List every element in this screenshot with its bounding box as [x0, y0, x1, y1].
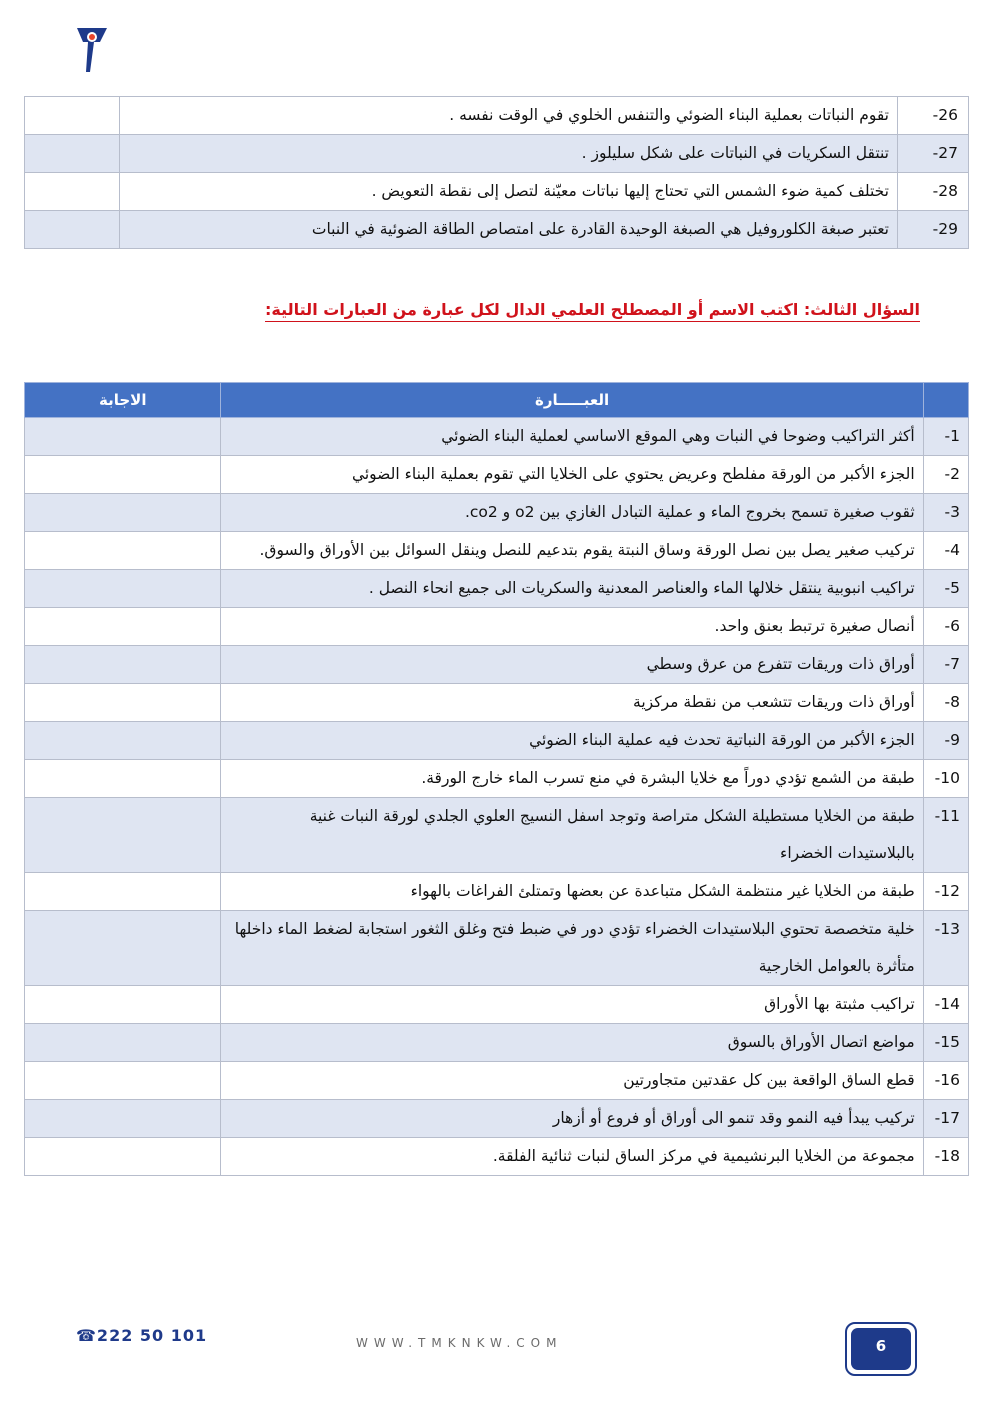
table-row	[25, 211, 969, 249]
header-statement: العبـــــارة	[221, 383, 923, 418]
row-statement: تركيب يبدأ فيه النمو وقد تنمو الى أوراق أو فروع أو أزهار	[221, 1100, 923, 1138]
table-row	[25, 97, 969, 135]
answer-cell[interactable]	[25, 873, 221, 911]
answer-cell[interactable]	[25, 1024, 221, 1062]
answer-cell[interactable]	[25, 722, 221, 760]
table-header-row	[25, 383, 969, 418]
answer-cell[interactable]	[25, 1138, 221, 1176]
table-row	[25, 986, 969, 1024]
row-number: 17-	[923, 1100, 968, 1138]
question-title: السؤال الثالث: اكتب الاسم أو المصطلح العلمي الدال لكل عبارة من العبارات التالية:	[265, 300, 920, 322]
row-statement: أنصال صغيرة ترتبط بعنق واحد.	[221, 608, 923, 646]
answer-cell[interactable]	[25, 418, 221, 456]
table-row	[25, 873, 969, 911]
answer-cell[interactable]	[25, 986, 221, 1024]
row-number: 3-	[923, 494, 968, 532]
row-statement: تراكيب انبوبية ينتقل خلالها الماء والعناصر المعدنية والسكريات الى جميع انحاء النصل .	[221, 570, 923, 608]
row-number: 8-	[923, 684, 968, 722]
row-number: 12-	[923, 873, 968, 911]
table-row	[25, 494, 969, 532]
answer-cell[interactable]	[25, 532, 221, 570]
row-number: 26-	[898, 97, 969, 135]
answer-cell[interactable]	[25, 173, 120, 211]
row-statement: خلية متخصصة تحتوي البلاستيدات الخضراء تؤدي دور في ضبط فتح وغلق الثغور استجابة لضغط الماء داخلها متأثرة بالعوامل الخارجية	[221, 911, 923, 986]
brand-logo	[74, 22, 110, 74]
terms-table	[24, 382, 969, 1176]
answer-cell[interactable]	[25, 97, 120, 135]
row-number: 16-	[923, 1062, 968, 1100]
table-row	[25, 1138, 969, 1176]
row-statement: تنتقل السكريات في النباتات على شكل سليلوز .	[120, 135, 898, 173]
row-statement: طبقة من الشمع تؤدي دوراً مع خلايا البشرة في منع تسرب الماء خارج الورقة.	[221, 760, 923, 798]
row-number: 9-	[923, 722, 968, 760]
row-statement: تراكيب مثبتة بها الأوراق	[221, 986, 923, 1024]
page-number-badge	[845, 1322, 917, 1376]
row-statement: الجزء الأكبر من الورقة مفلطح وعريض يحتوي على الخلايا التي تقوم بعملية البناء الضوئي	[221, 456, 923, 494]
table-row	[25, 418, 969, 456]
row-statement: تعتبر صبغة الكلوروفيل هي الصبغة الوحيدة القادرة على امتصاص الطاقة الضوئية في النبات	[120, 211, 898, 249]
row-statement: مجموعة من الخلايا البرنشيمية في مركز الساق لنبات ثنائية الفلقة.	[221, 1138, 923, 1176]
row-number: 1-	[923, 418, 968, 456]
table-row	[25, 646, 969, 684]
row-statement: طبقة من الخلايا مستطيلة الشكل متراصة وتوجد اسفل النسيج العلوي الجلدي لورقة النبات غنية بالبلاستيدات الخضراء	[221, 798, 923, 873]
row-number: 18-	[923, 1138, 968, 1176]
row-statement: أكثر التراكيب وضوحا في النبات وهي الموقع الاساسي لعملية البناء الضوئي	[221, 418, 923, 456]
table-row	[25, 135, 969, 173]
table-row	[25, 911, 969, 986]
header-number	[923, 383, 968, 418]
answer-cell[interactable]	[25, 684, 221, 722]
page-number: 6	[851, 1328, 911, 1370]
table-row	[25, 1024, 969, 1062]
answer-cell[interactable]	[25, 1100, 221, 1138]
row-statement: ثقوب صغيرة تسمح بخروج الماء و عملية التبادل الغازي بين o2 و co2.	[221, 494, 923, 532]
table-row	[25, 722, 969, 760]
row-number: 11-	[923, 798, 968, 873]
row-statement: قطع الساق الواقعة بين كل عقدتين متجاورتين	[221, 1062, 923, 1100]
row-number: 27-	[898, 135, 969, 173]
header-answer: الاجابة	[25, 383, 221, 418]
answer-cell[interactable]	[25, 135, 120, 173]
answer-cell[interactable]	[25, 798, 221, 873]
answer-cell[interactable]	[25, 760, 221, 798]
row-number: 4-	[923, 532, 968, 570]
row-number: 14-	[923, 986, 968, 1024]
answer-cell[interactable]	[25, 1062, 221, 1100]
row-statement: مواضع اتصال الأوراق بالسوق	[221, 1024, 923, 1062]
row-number: 10-	[923, 760, 968, 798]
answer-cell[interactable]	[25, 608, 221, 646]
row-number: 15-	[923, 1024, 968, 1062]
table-row	[25, 760, 969, 798]
table-row	[25, 608, 969, 646]
answer-cell[interactable]	[25, 494, 221, 532]
table-row	[25, 798, 969, 873]
row-statement: تقوم النباتات بعملية البناء الضوئي والتنفس الخلوي في الوقت نفسه .	[120, 97, 898, 135]
row-number: 28-	[898, 173, 969, 211]
answer-cell[interactable]	[25, 570, 221, 608]
table-row	[25, 1100, 969, 1138]
row-number: 6-	[923, 608, 968, 646]
row-number: 29-	[898, 211, 969, 249]
table-row	[25, 456, 969, 494]
row-statement: أوراق ذات وريقات تتشعب من نقطة مركزية	[221, 684, 923, 722]
footer-phone: ☎222 50 101	[76, 1326, 208, 1345]
row-statement: الجزء الأكبر من الورقة النباتية تحدث فيه عملية البناء الضوئي	[221, 722, 923, 760]
row-statement: أوراق ذات وريقات تتفرع من عرق وسطي	[221, 646, 923, 684]
table-row	[25, 684, 969, 722]
row-statement: طبقة من الخلايا غير منتظمة الشكل متباعدة عن بعضها وتمتلئ الفراغات بالهواء	[221, 873, 923, 911]
row-number: 5-	[923, 570, 968, 608]
row-number: 2-	[923, 456, 968, 494]
table-row	[25, 570, 969, 608]
row-statement: تركيب صغير يصل بين نصل الورقة وساق النبتة يقوم بتدعيم للنصل وينقل السوائل بين الأوراق والسوق.	[221, 532, 923, 570]
table-row	[25, 1062, 969, 1100]
answer-cell[interactable]	[25, 646, 221, 684]
footer-url: WWW.TMKNKW.COM	[356, 1336, 563, 1350]
answer-cell[interactable]	[25, 211, 120, 249]
row-number: 13-	[923, 911, 968, 986]
table-row	[25, 173, 969, 211]
answer-cell[interactable]	[25, 456, 221, 494]
row-statement: تختلف كمية ضوء الشمس التي تحتاج إليها نباتات معيّنة لتصل إلى نقطة التعويض .	[120, 173, 898, 211]
true-false-table	[24, 96, 969, 249]
answer-cell[interactable]	[25, 911, 221, 986]
row-number: 7-	[923, 646, 968, 684]
table-row	[25, 532, 969, 570]
